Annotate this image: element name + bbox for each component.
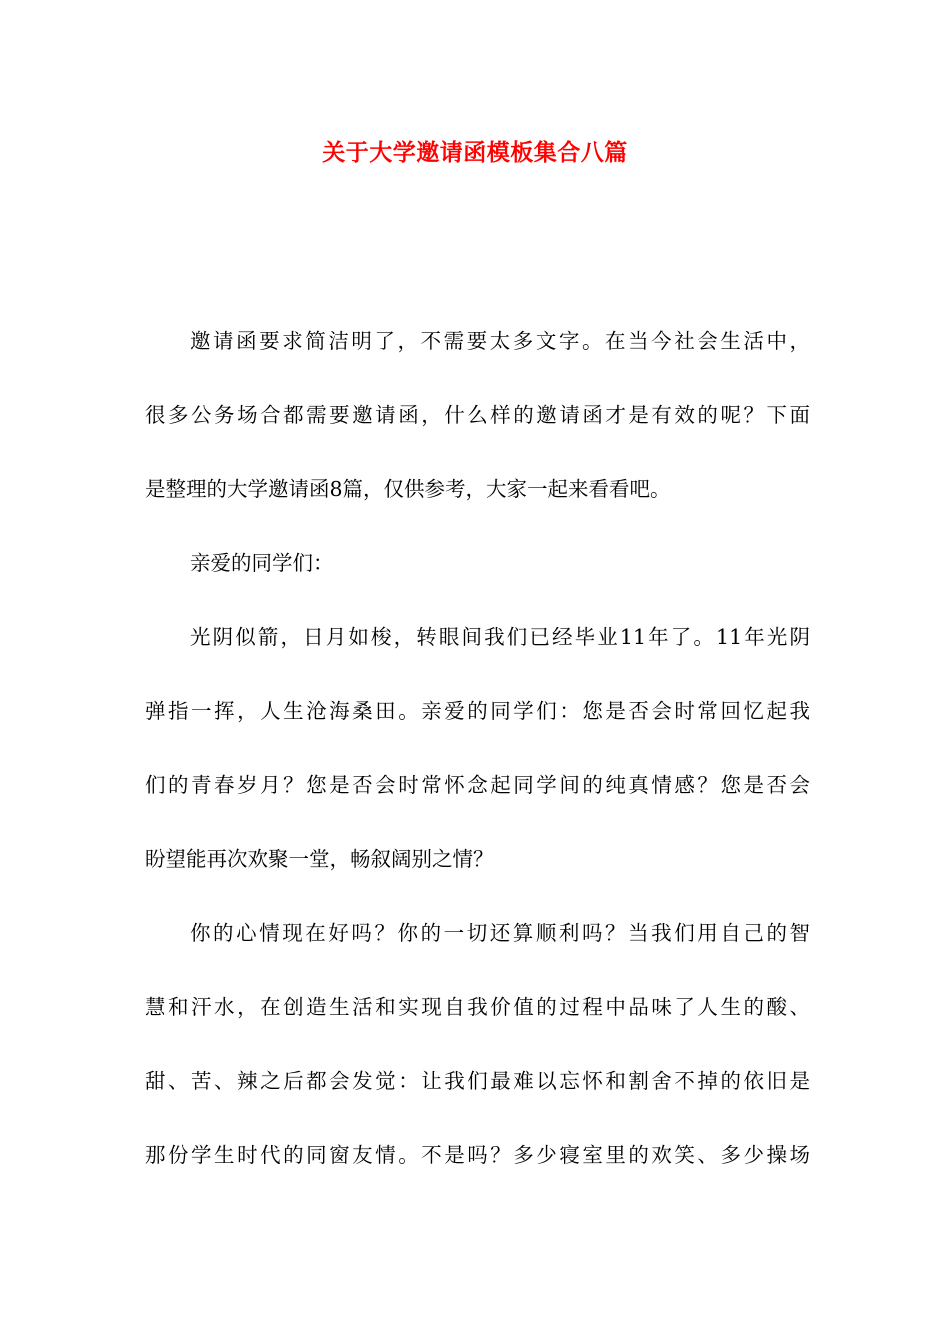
document-title: 关于大学邀请函模板集合八篇: [322, 139, 628, 166]
body-line: 弹指一挥，人生沧海桑田。亲爱的同学们：您是否会时常回忆起我: [145, 699, 810, 723]
body-line: 那份学生时代的同窗友情。不是吗？多少寝室里的欢笑、多少操场: [145, 1143, 810, 1167]
salutation: 亲爱的同学们：: [190, 551, 334, 575]
body-line: 你的心情现在好吗？你的一切还算顺利吗？当我们用自己的智: [190, 921, 810, 945]
body-line: 是整理的大学邀请函8篇，仅供参考，大家一起来看看吧。: [145, 477, 671, 501]
body-line: 们的青春岁月？您是否会时常怀念起同学间的纯真情感？您是否会: [145, 773, 810, 797]
body-line: 邀请函要求简洁明了，不需要太多文字。在当今社会生活中，: [190, 329, 810, 353]
body-line: 光阴似箭，日月如梭，转眼间我们已经毕业11年了。11年光阴: [190, 625, 810, 649]
body-line: 很多公务场合都需要邀请函，什么样的邀请函才是有效的呢？下面: [145, 403, 810, 427]
body-line: 盼望能再次欢聚一堂，畅叙阔别之情？: [145, 847, 494, 871]
body-line: 甜、苦、辣之后都会发觉：让我们最难以忘怀和割舍不掉的依旧是: [145, 1069, 810, 1093]
body-line: 慧和汗水，在创造生活和实现自我价值的过程中品味了人生的酸、: [145, 995, 810, 1019]
